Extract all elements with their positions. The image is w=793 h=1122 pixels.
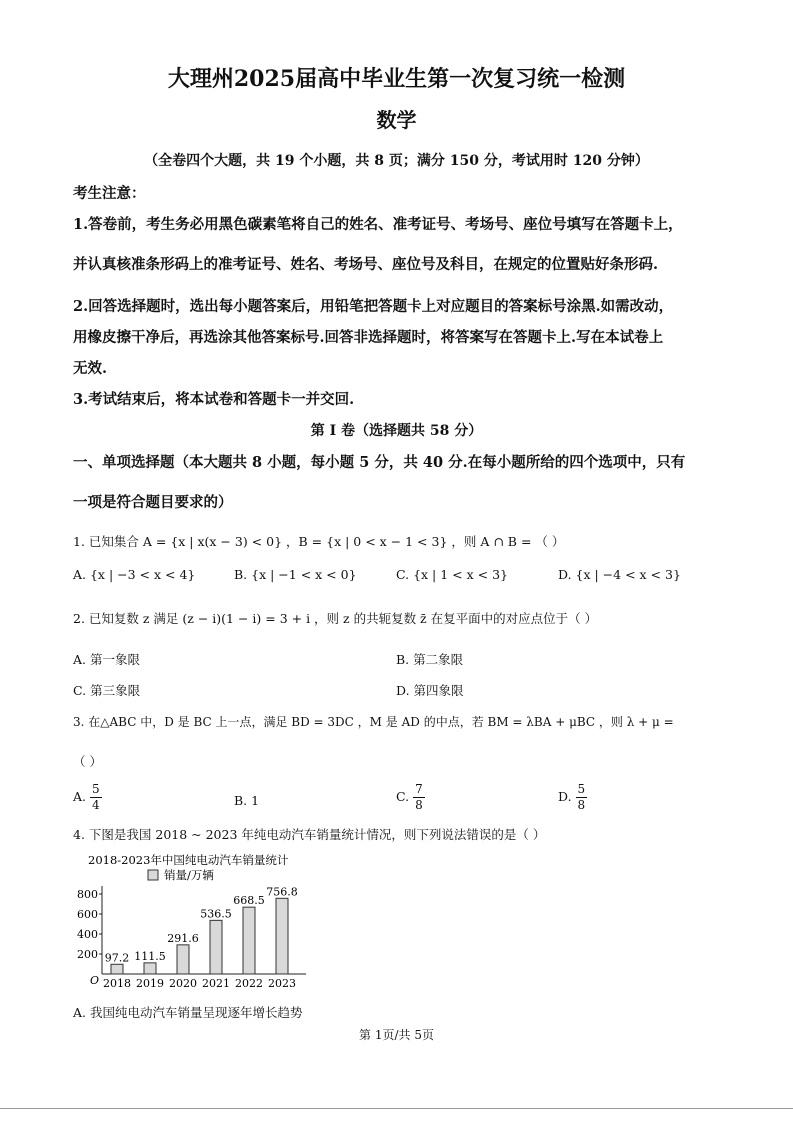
bar-value-label: 111.5 <box>134 949 166 963</box>
notice-line-1: 1.答卷前，考生务必用黑色碳素笔将自己的姓名、准考证号、考场号、座位号填写在答题卡上， <box>73 216 683 233</box>
notice-line-3: 2.回答选择题时，选出每小题答案后，用铅笔把答题卡上对应题目的答案标号涂黑.如需改动， <box>73 298 674 315</box>
x-tick-label: 2019 <box>136 977 164 990</box>
question-2-option-c: C. 第三象限 <box>73 683 141 698</box>
option-a-numerator: 5 <box>92 782 100 796</box>
origin-label: O <box>90 974 100 987</box>
question-1-option-d: D. {x | −4 < x < 3} <box>558 567 681 582</box>
option-a-fraction <box>90 782 102 813</box>
question-3-paren: （ ） <box>73 754 102 769</box>
exam-info: （全卷四个大题，共 19 个小题，共 8 页；满分 150 分，考试用时 120 分钟） <box>144 153 649 169</box>
x-tick-label: 2023 <box>268 977 296 990</box>
bar-value-label: 756.8 <box>266 885 298 899</box>
notice-line-5: 无效. <box>73 360 108 377</box>
question-3-option-d <box>558 782 587 813</box>
bar-value-label: 536.5 <box>200 907 232 921</box>
bar-value-label: 291.6 <box>167 931 199 945</box>
question-1-option-a: A. {x | −3 < x < 4} <box>73 567 196 582</box>
y-tick-label: 600 <box>77 908 98 921</box>
option-d-label: D. <box>558 789 572 804</box>
bar-2018 <box>111 964 123 974</box>
option-d-denominator: 8 <box>577 798 586 812</box>
question-2-stem: 2. 已知复数 z 满足 (z − i)(1 − i) = 3 + i ，则 z 的共轭复数 z̄ 在复平面中的对应点位于（ ） <box>73 611 598 626</box>
question-4-stem: 4. 下图是我国 2018 ~ 2023 年纯电动汽车销量统计情况，则下列说法错误的是（ ） <box>73 827 546 842</box>
subject-title: 数学 <box>376 108 417 132</box>
x-tick-label: 2022 <box>235 977 263 990</box>
y-tick-label: 400 <box>77 928 98 941</box>
bar-2021 <box>210 920 222 974</box>
question-3-option-a <box>73 782 102 813</box>
question-2-option-b: B. 第二象限 <box>396 652 464 667</box>
question-1-stem: 1. 已知集合 A = {x | x(x − 3) < 0} ，B = {x | 0 < x − 1 < 3} ，则 A ∩ B = （ ） <box>73 534 565 549</box>
exam-title: 大理州2025届高中毕业生第一次复习统一检测 <box>167 66 626 92</box>
bar-value-label: 668.5 <box>233 894 265 908</box>
question-4-option-a: A. 我国纯电动汽车销量呈现逐年增长趋势 <box>73 1005 303 1020</box>
option-a-label: A. <box>73 789 87 804</box>
option-c-denominator: 8 <box>415 798 423 812</box>
question-3-stem: 3. 在△ABC 中，D 是 BC 上一点，满足 BD = 3DC ，M 是 AD 的中点，若 BM = λBA + μBC ，则 λ + μ = <box>73 715 674 729</box>
question-3-option-c <box>396 782 425 813</box>
y-tick-label: 200 <box>77 948 98 961</box>
option-d-fraction <box>576 782 588 813</box>
notice-line-6: 3.考试结束后，将本试卷和答题卡一并交回. <box>73 391 355 408</box>
question-3-option-b: B. 1 <box>234 793 260 808</box>
notice-line-2: 并认真核准条形码上的准考证号、姓名、考场号、座位号及科目，在规定的位置贴好条形码. <box>73 256 659 273</box>
bottom-divider <box>0 1108 793 1109</box>
bar-2022 <box>243 907 255 974</box>
bar-value-label: 97.2 <box>104 951 130 965</box>
option-c-numerator: 7 <box>415 782 423 796</box>
legend-label: 销量/万辆 <box>164 868 214 882</box>
question-2-option-a: A. 第一象限 <box>73 652 140 667</box>
option-a-denominator: 4 <box>92 798 100 812</box>
question-2-option-d: D. 第四象限 <box>396 683 464 698</box>
option-c-fraction <box>413 782 425 813</box>
x-tick-label: 2018 <box>103 977 131 990</box>
notice-heading: 考生注意： <box>73 185 146 202</box>
part-instruction-line-2: 一项是符合题目要求的） <box>73 494 233 511</box>
page-footer: 第 1页/共 5页 <box>359 1028 434 1042</box>
y-tick-label: 800 <box>77 888 98 901</box>
x-tick-label: 2021 <box>202 977 230 990</box>
section-title: 第 I 卷（选择题共 58 分） <box>310 423 483 439</box>
question-1-option-c: C. {x | 1 < x < 3} <box>396 567 508 582</box>
option-d-numerator: 5 <box>577 782 586 796</box>
notice-line-4: 用橡皮擦干净后，再选涂其他答案标号.回答非选择题时，将答案写在答题卡上.写在本试卷上 <box>73 329 664 346</box>
question-1-option-b: B. {x | −1 < x < 0} <box>234 567 357 582</box>
sales-bar-chart <box>70 848 330 990</box>
bar-2019 <box>144 963 156 974</box>
legend-swatch <box>148 870 158 880</box>
x-tick-label: 2020 <box>169 977 197 990</box>
option-c-label: C. <box>396 789 410 804</box>
bar-2020 <box>177 945 189 974</box>
part-instruction-line-1: 一、单项选择题（本大题共 8 小题，每小题 5 分，共 40 分.在每小题所给的四个选项中，只有 <box>73 454 686 471</box>
bar-2023 <box>276 898 288 974</box>
chart-title: 2018-2023年中国纯电动汽车销量统计 <box>88 853 289 867</box>
